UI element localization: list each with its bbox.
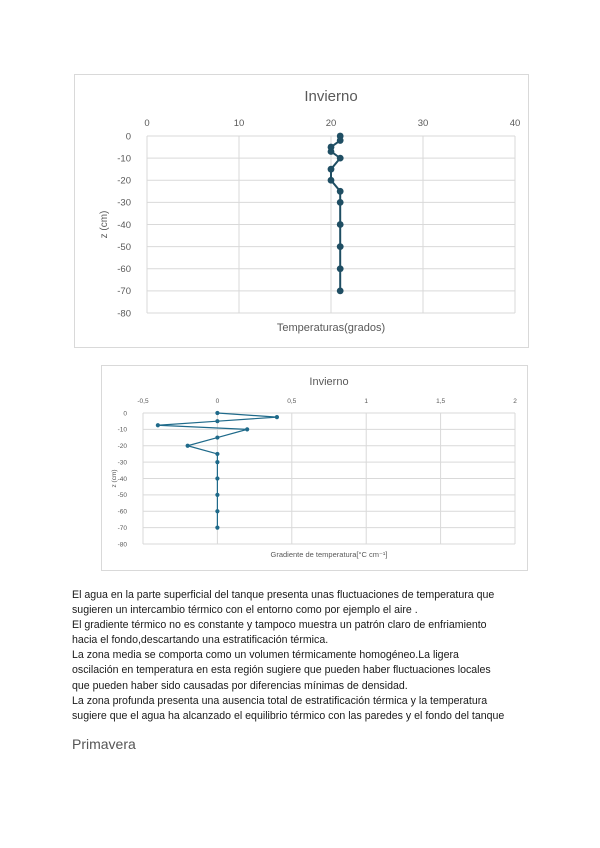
paragraph-line: El gradiente térmico no es constante y tampoco muestra un patrón claro de enfriamiento [72,619,487,632]
paragraph-line: hacia el fondo,descartando una estratificación térmica. [72,634,329,647]
x-tick-label: 0 [144,118,150,129]
x-tick-label: 2 [513,398,517,405]
data-point [215,476,219,480]
x-axis-title: Temperaturas(grados) [276,322,386,334]
data-point [215,509,219,513]
data-point [337,188,344,195]
x-tick-label: 1,5 [436,398,446,405]
chart-title: Invierno [304,88,358,105]
data-point [215,460,219,464]
data-point [215,411,219,415]
x-tick-label: 20 [325,118,337,129]
y-tick-label: -40 [117,475,127,483]
y-tick-label: -10 [117,426,127,434]
data-point [215,435,219,439]
y-axis-title: z (cm) [99,210,110,239]
data-point [156,423,160,427]
analysis-paragraph [72,588,542,724]
y-tick-label: 0 [125,131,131,143]
gradient-chart [101,365,528,571]
y-tick-label: 0 [123,410,127,418]
data-point [337,243,344,250]
x-tick-label: 0,5 [287,398,297,405]
data-point [328,177,335,184]
y-tick-label: -20 [117,443,127,451]
temperature-chart [74,74,529,348]
y-tick-label: -50 [117,241,131,253]
x-tick-label: 0 [215,398,220,405]
data-point [337,155,344,162]
y-tick-label: -30 [117,459,127,467]
paragraph-line: oscilación en temperatura en esta región sugiere que pueden haber fluctuaciones locales [72,664,491,677]
paragraph-line: El agua en la parte superficial del tanque presenta unas fluctuaciones de temperatura que [72,589,495,601]
y-tick-label: -60 [117,508,127,516]
paragraph-line: sugiere que el agua ha alcanzado el equilibrio térmico con las paredes y el fondo del tanque [72,709,505,722]
paragraph-line: sugieren un intercambio térmico con el entorno como por ejemplo el aire . [72,604,418,617]
data-point [328,148,335,155]
y-tick-label: -70 [117,524,127,532]
y-tick-label: -20 [117,175,131,187]
data-point [337,265,344,272]
y-tick-label: -10 [117,153,131,165]
data-point [215,493,219,497]
y-tick-label: -40 [117,219,131,231]
y-axis-title: z (cm) [111,469,118,488]
section-title: Primavera [72,736,136,752]
y-tick-label: -80 [117,541,127,549]
y-tick-label: -50 [117,492,127,500]
x-tick-label: 30 [417,118,429,129]
data-point [275,415,279,419]
data-point [215,526,219,530]
y-tick-label: -30 [117,197,131,209]
x-tick-label: 1 [364,398,369,405]
data-point [328,166,335,173]
gradient-chart-svg [102,366,529,572]
data-point [186,444,190,448]
y-tick-label: -60 [117,264,131,276]
paragraph-line: que pueden haber sido causadas por diferencias mínimas de densidad. [72,679,408,692]
paragraph-line: La zona media se comporta como un volumen térmicamente homogéneo.La ligera [72,649,459,662]
data-point [337,199,344,206]
data-point [337,137,344,144]
x-tick-label: 10 [233,118,245,129]
data-point [215,419,219,423]
x-tick-label: -0,5 [137,398,149,405]
temperature-chart-svg [75,75,530,349]
data-point [245,427,249,431]
x-tick-label: 40 [509,118,521,129]
x-axis-title: Gradiente de temperatura[°C cm⁻¹] [270,550,388,559]
paragraph-line: La zona profunda presenta una ausencia total de estratificación térmica y la temperatura [72,694,488,707]
data-point [337,287,344,294]
data-point [337,221,344,228]
data-point [215,452,219,456]
y-tick-label: -80 [117,308,131,320]
y-tick-label: -70 [117,286,131,298]
chart-title: Invierno [309,376,349,388]
